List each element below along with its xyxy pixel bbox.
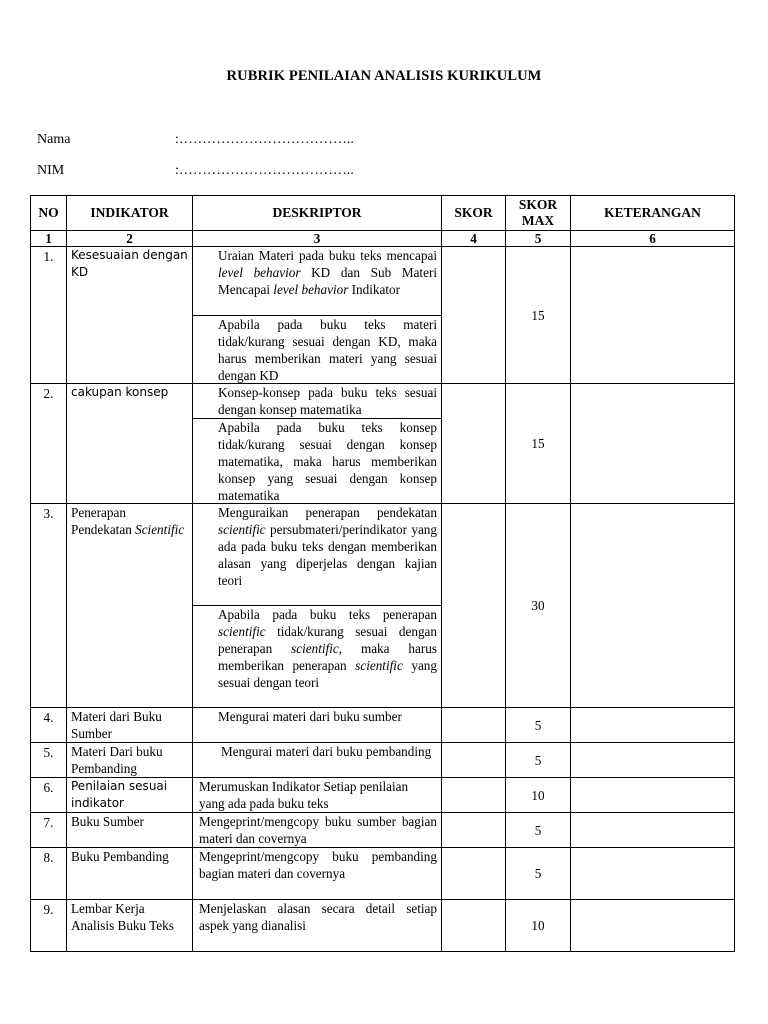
row-skor-max: 5 [506, 708, 571, 743]
row-keterangan[interactable] [571, 743, 735, 778]
table-row [31, 778, 735, 813]
row-skor-max: 5 [506, 848, 571, 900]
row-keterangan[interactable] [571, 708, 735, 743]
row-number: 4. [31, 708, 67, 743]
nama-label: Nama [37, 132, 71, 147]
nim-field [37, 163, 354, 179]
descriptor-text: Apabila pada buku teks konsep tidak/kurang sesuai dengan konsep matematika, maka harus memberikan konsep yang sesuai dengan konsep matematika [193, 418, 441, 503]
header-keterangan: KETERANGAN [571, 196, 735, 231]
descriptor-text: Menguraikan penerapan pendekatan scientific persubmateri/perindikator yang ada pada buku teks dengan memberikan alasan yang diperjelas dengan kajian teori [218, 505, 437, 588]
descriptor-text: Apabila pada buku teks penerapan scientific tidak/kurang sesuai dengan penerapan scientific, maka harus memberikan penerapan scientific yang sesuai dengan teori [193, 605, 441, 707]
row-number: 6. [31, 778, 67, 813]
row-keterangan[interactable] [571, 504, 735, 708]
row-deskriptor [193, 778, 442, 813]
row-indikator: Materi dari Buku Sumber [67, 708, 193, 743]
indikator-text: Penerapan Pendekatan Scientific [71, 505, 185, 537]
row-keterangan[interactable] [571, 247, 735, 384]
row-skor[interactable] [442, 247, 506, 384]
column-number: 6 [571, 231, 735, 247]
table-row [31, 504, 735, 708]
row-skor[interactable] [442, 743, 506, 778]
row-indikator: Buku Pembanding [67, 848, 193, 900]
row-deskriptor [193, 247, 442, 384]
row-keterangan[interactable] [571, 900, 735, 952]
row-skor-max: 5 [506, 813, 571, 848]
column-number-row [31, 231, 735, 247]
row-indikator: Buku Sumber [67, 813, 193, 848]
column-number: 2 [67, 231, 193, 247]
header-skor-max: SKOR MAX [506, 196, 571, 231]
row-skor[interactable] [442, 900, 506, 952]
row-indikator: Materi Dari buku Pembanding [67, 743, 193, 778]
row-skor-max: 30 [506, 504, 571, 708]
nama-value: :……………………………….. [175, 132, 354, 147]
row-skor[interactable] [442, 848, 506, 900]
descriptor-text: Mengurai materi dari buku sumber [218, 709, 402, 724]
row-keterangan[interactable] [571, 813, 735, 848]
table-row [31, 813, 735, 848]
nim-value: :……………………………….. [175, 163, 354, 178]
table-row [31, 848, 735, 900]
rubric-table [30, 195, 735, 952]
column-number: 3 [193, 231, 442, 247]
nama-field [37, 132, 354, 148]
descriptor-text: Uraian Materi pada buku teks mencapai level behavior KD dan Sub Materi Mencapai level behavior Indikator [218, 248, 438, 297]
table-row [31, 247, 735, 384]
descriptor-text: Merumuskan Indikator Setiap penilaian yang ada pada buku teks [199, 779, 409, 811]
nim-label: NIM [37, 163, 65, 178]
descriptor-text: Konsep-konsep pada buku teks sesuai dengan konsep matematika [218, 385, 437, 417]
row-deskriptor [193, 384, 442, 504]
row-deskriptor [193, 848, 442, 900]
row-indikator: Lembar Kerja Analisis Buku Teks [67, 900, 193, 952]
row-number: 8. [31, 848, 67, 900]
row-skor-max: 5 [506, 743, 571, 778]
row-indikator: Kesesuaian dengan KD [67, 247, 193, 384]
row-indikator: Penilaian sesuai indikator [67, 778, 193, 813]
row-number: 2. [31, 384, 67, 504]
row-number: 5. [31, 743, 67, 778]
row-deskriptor [193, 708, 442, 743]
descriptor-text: Menjelaskan alasan secara detail setiap aspek yang dianalisi [199, 901, 437, 933]
column-number: 4 [442, 231, 506, 247]
header-no: NO [31, 196, 67, 231]
row-skor[interactable] [442, 708, 506, 743]
row-indikator: cakupan konsep [67, 384, 193, 504]
row-skor-max: 15 [506, 247, 571, 384]
row-keterangan[interactable] [571, 384, 735, 504]
descriptor-text: Apabila pada buku teks materi tidak/kurang sesuai dengan KD, maka harus memberikan materi yang sesuai dengan KD [193, 315, 441, 383]
descriptor-text: Mengurai materi dari buku pembanding [221, 744, 432, 759]
header-indikator: INDIKATOR [67, 196, 193, 231]
row-deskriptor [193, 900, 442, 952]
row-deskriptor [193, 743, 442, 778]
row-number: 9. [31, 900, 67, 952]
row-keterangan[interactable] [571, 778, 735, 813]
row-skor[interactable] [442, 813, 506, 848]
table-row [31, 708, 735, 743]
row-keterangan[interactable] [571, 848, 735, 900]
row-skor-max: 10 [506, 778, 571, 813]
document-title: RUBRIK PENILAIAN ANALISIS KURIKULUM [226, 68, 542, 84]
descriptor-text: Mengeprint/mengcopy buku sumber bagian materi dan covernya [199, 814, 437, 846]
row-skor[interactable] [442, 384, 506, 504]
table-row [31, 743, 735, 778]
column-number: 5 [506, 231, 571, 247]
row-skor[interactable] [442, 778, 506, 813]
row-skor-max: 15 [506, 384, 571, 504]
row-deskriptor [193, 813, 442, 848]
row-skor[interactable] [442, 504, 506, 708]
header-skor: SKOR [442, 196, 506, 231]
descriptor-text: Mengeprint/mengcopy buku pembanding bagian materi dan covernya [199, 849, 437, 881]
row-number: 3. [31, 504, 67, 708]
row-number: 1. [31, 247, 67, 384]
table-row [31, 900, 735, 952]
row-indikator [67, 504, 193, 708]
table-header-row [31, 196, 735, 231]
row-number: 7. [31, 813, 67, 848]
header-deskriptor: DESKRIPTOR [193, 196, 442, 231]
column-number: 1 [31, 231, 67, 247]
table-row [31, 384, 735, 504]
row-skor-max: 10 [506, 900, 571, 952]
row-deskriptor [193, 504, 442, 708]
